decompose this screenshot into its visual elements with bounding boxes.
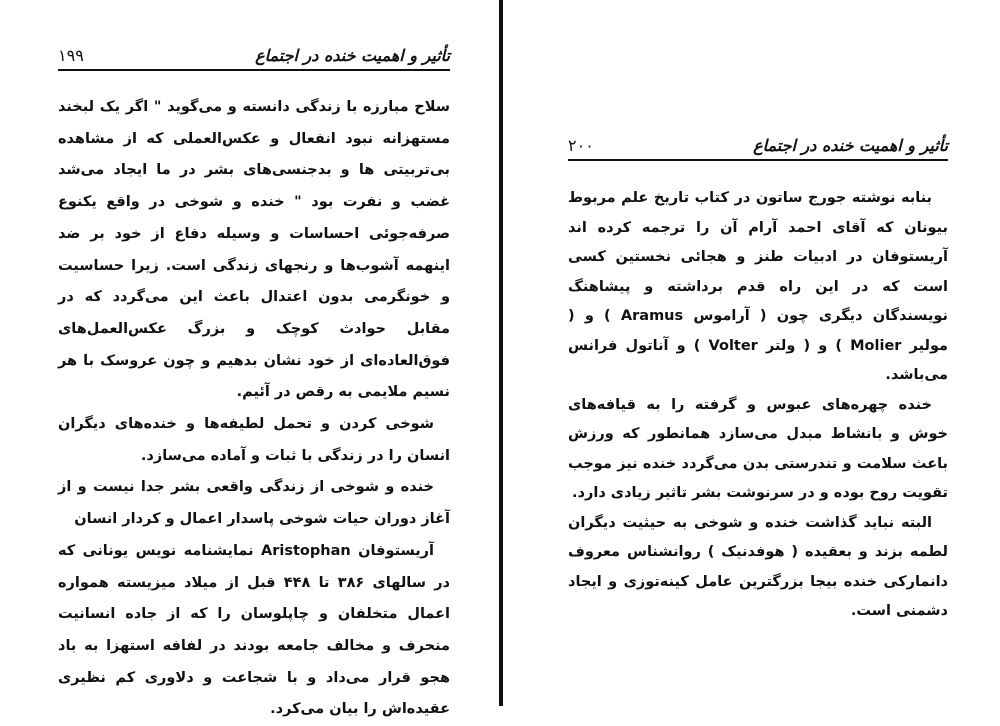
book-spine: [499, 0, 503, 706]
right-running-title: تأثیر و اهمیت خنده در اجتماع: [753, 136, 948, 155]
paragraph: شوخی کردن و تحمل لطیفه‌ها و خنده‌های دیگران انسان را در زندگی با ثبات و آماده می‌سازد.: [58, 416, 450, 464]
left-page-header: [58, 46, 450, 71]
right-page-header: [568, 136, 948, 161]
paragraph: سلاح مبارزه با زندگی دانسته و می‌گوید " اگر یک لبخند مستهزانه نبود انفعال و عکس‌العملی که از مشاهده بی‌تربیتی ها و بدجنسی‌های بشر در ما ایجاد می‌شد غضب و نفرت بود " خنده و شوخی در واقع یکنوع صرفه‌جوئی احساسات و وسیله دفاع از خود بر ضد اینهمه آشوب‌ها و رنجهای زندگی است. زیرا حساسیت و خونگرمی بدون اعتدال باعث این می‌گردد که در مقابل حوادث کوچک و بزرگ عکس‌العمل‌های فوق‌العاده‌ای از خود نشان بدهیم و چون عروسک با هر نسیم ملایمی به رقص در آئیم.: [58, 99, 450, 401]
left-page: [0, 0, 500, 718]
right-page-number: ۲۰۰: [568, 136, 594, 155]
left-page-body: [58, 92, 450, 726]
paragraph: خنده چهره‌های عبوس و گرفته را به قیافه‌های خوش و بانشاط مبدل می‌سازد همانطور که ورزش باعث سلامت و تندرستی بدن می‌گردد خنده نیز موجب تقویت روح بوده و در سرنوشت بشر تاثیر زیادی دارد.: [568, 396, 948, 501]
paragraph: بنابه نوشته جورج ساتون در کتاب تاریخ علم مربوط بیونان که آقای احمد آرام آن را ترجمه کرده اند آریستوفان در ادبیات طنز و هجائی نخستین کسی است که در این راه قدم برداشته و پیشاهنگ نویسندگان دیگری چون ( آراموس Aramus ) و ( مولیر Molier ) و ( ولتر Volter ) و آناتول فرانس می‌باشد.: [568, 190, 949, 383]
paragraph: آریستوفان Aristophan نمایشنامه نویس یونانی که در سالهای ۳۸۶ تا ۴۴۸ قبل از میلاد میزیسته همواره اعمال متخلفان و چاپلوسان را که از جاده انسانیت منحرف و مخالف جامعه بودند در لفافه استهزا به باد هجو قرار می‌داد و با شجاعت و دلاوری کم نظیری عقیده‌اش را بیان می‌کرد.: [58, 542, 450, 718]
right-page: [506, 0, 1000, 706]
paragraph: البته نباید گذاشت خنده و شوخی به حیثیت دیگران لطمه بزند و بعقیده ( هوفدنیک ) روانشناس معروف دانمارکی خنده بیجا بزرگترین عامل کینه‌توزی و ایجاد دشمنی است.: [568, 514, 948, 619]
left-running-title: تأثیر و اهمیت خنده در اجتماع: [255, 46, 450, 65]
left-page-number: ۱۹۹: [58, 46, 84, 65]
paragraph: خنده و شوخی از زندگی واقعی بشر جدا نیست و از آغاز دوران حیات شوخی پاسدار اعمال و کردار انسان: [58, 479, 450, 528]
right-page-body: [568, 184, 948, 627]
